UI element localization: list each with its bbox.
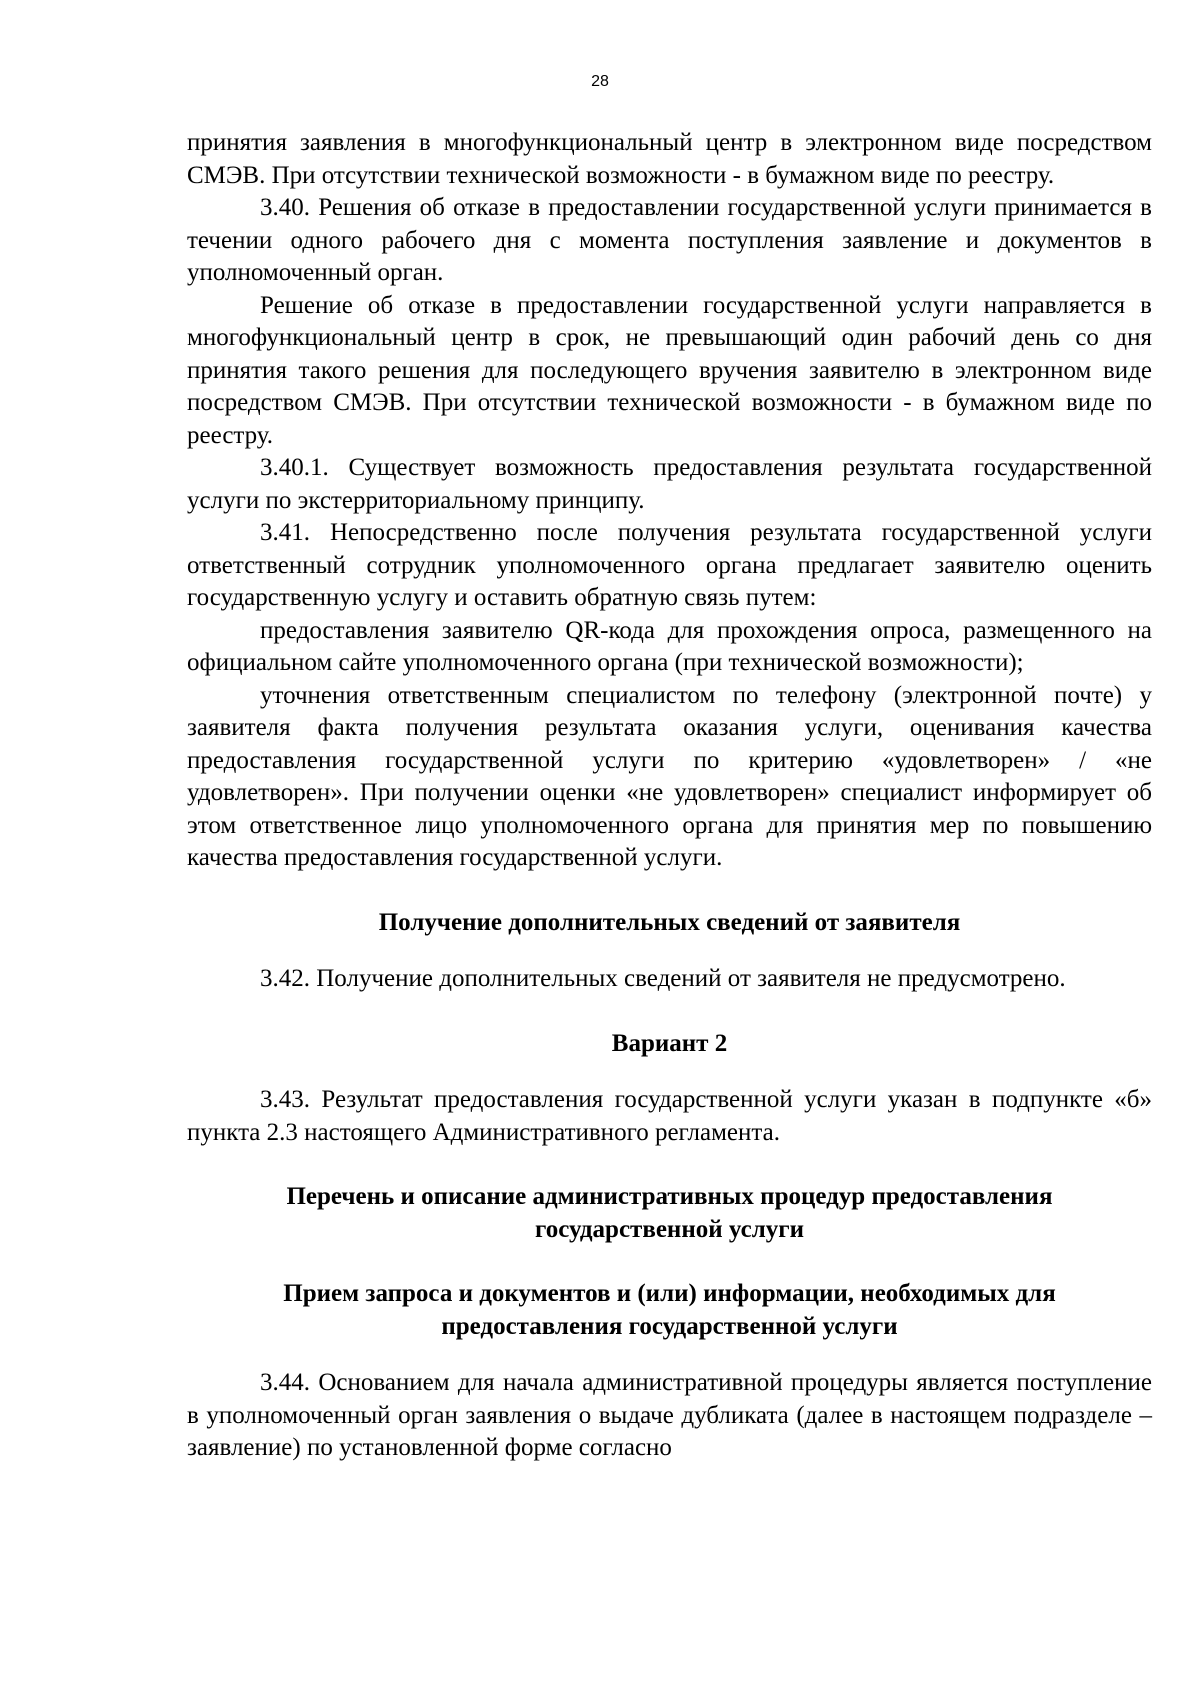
paragraph-3-40-1: 3.40.1. Существует возможность предоставления результата государственной услуги по экстерриториальному принципу. (187, 454, 1152, 514)
document-body (187, 127, 1152, 1465)
section-heading-additional-info: Получение дополнительных сведений от заявителя (378, 908, 961, 936)
section-heading-variant-2: Вариант 2 (611, 1029, 728, 1057)
paragraph-refusal-decision: Решение об отказе в предоставлении государственной услуги направляется в многофункциональный центр в срок, не превышающий один рабочий день со дня принятия такого решения для последующего вручения заявителю в электронном виде посредством СМЭВ. При отсутствии технической возможности - в бумажном виде по реестру. (187, 291, 1152, 449)
paragraph-continuation: принятия заявления в многофункциональный центр в электронном виде посредством СМЭВ. При отсутствии технической возможности - в бумажном виде по реестру. (187, 129, 1152, 189)
section-heading-procedures-list: Перечень и описание административных процедур предоставления государственной услуги (286, 1183, 1053, 1243)
paragraph-3-41: 3.41. Непосредственно после получения результата государственной услуги ответственный сотрудник уполномоченного органа предлагает заявителю оценить государственную услугу и оставить обратную связь путем: (187, 519, 1152, 611)
paragraph-phone-check: уточнения ответственным специалистом по телефону (электронной почте) у заявителя факта получения результата оказания услуги, оценивания качества предоставления государственной услуги по критерию «удовлетворен» / «не удовлетворен». При получении оценки «не удовлетворен» специалист информирует об этом ответственное лицо уполномоченного органа для принятия мер по повышению качества предоставления государственной услуги. (187, 681, 1152, 871)
paragraph-3-43: 3.43. Результат предоставления государственной услуги указан в подпункте «б» пункта 2.3 настоящего Административного регламента. (187, 1086, 1152, 1146)
section-heading-request-intake: Прием запроса и документов и (или) информации, необходимых для предоставления государственной услуги (283, 1280, 1056, 1340)
paragraph-qr-code: предоставления заявителю QR-кода для прохождения опроса, размещенного на официальном сайте уполномоченного органа (при технической возможности); (187, 616, 1152, 676)
page-number: 28 (591, 73, 609, 90)
paragraph-3-44: 3.44. Основанием для начала административной процедуры является поступление в уполномоченный орган заявления о выдаче дубликата (далее в настоящем подразделе – заявление) по установленной форме согласно (187, 1369, 1152, 1461)
paragraph-3-40: 3.40. Решения об отказе в предоставлении государственной услуги принимается в течении одного рабочего дня с момента поступления заявление и документов в уполномоченный орган. (187, 194, 1152, 286)
paragraph-3-42: 3.42. Получение дополнительных сведений от заявителя не предусмотрено. (260, 965, 1066, 992)
